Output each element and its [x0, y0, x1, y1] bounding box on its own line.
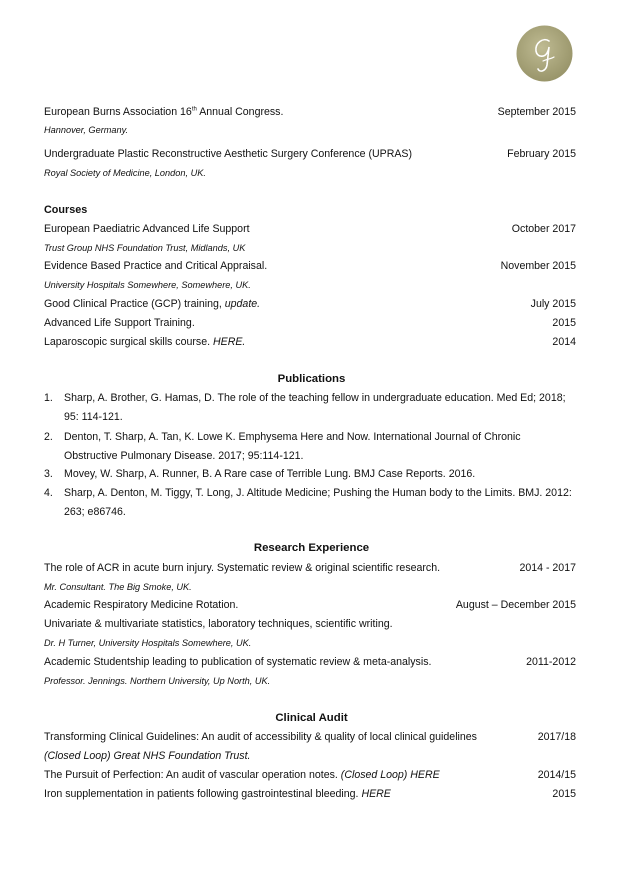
audit-row: [44, 767, 576, 783]
course-row: [44, 315, 576, 331]
research-title: Academic Respiratory Medicine Rotation.: [44, 599, 239, 611]
course-date: July 2015: [530, 298, 576, 310]
course-location: Trust Group NHS Foundation Trust, Midlands, UK: [44, 243, 246, 253]
audit-detail-row: [44, 748, 576, 764]
publication-text: Movey, W. Sharp, A. Runner, B. A Rare case of Terrible Lung. BMJ Case Reports. 2016.: [64, 468, 476, 480]
course-date: 2014: [552, 336, 576, 348]
conference-title: European Burns Association 16th Annual Congress.: [44, 106, 284, 118]
research-row: [44, 560, 576, 576]
section-heading-research: Research Experience: [253, 542, 370, 554]
monogram-logo: [516, 25, 573, 82]
audit-title: Iron supplementation in patients following gastrointestinal bleeding. HERE: [44, 788, 391, 800]
course-date: November 2015: [500, 260, 576, 272]
research-title: The role of ACR in acute burn injury. Systematic review & original scientific research.: [44, 562, 441, 574]
research-supervisor: Professor. Jennings. Northern University, Up North, UK.: [44, 676, 271, 686]
audit-date: 2015: [552, 788, 576, 800]
conference-location: Hannover, Germany.: [44, 125, 129, 135]
research-date: August – December 2015: [455, 599, 576, 611]
conference-location: Royal Society of Medicine, London, UK.: [44, 168, 206, 178]
course-row: [44, 221, 576, 237]
course-title: Good Clinical Practice (GCP) training, update.: [44, 298, 261, 310]
publication-text: Sharp, A. Brother, G. Hamas, D. The role of the teaching fellow in undergraduate education. Med Ed; 2018; 95: 114-121.: [64, 392, 566, 423]
publication-number: 4.: [44, 487, 53, 499]
section-heading-audit: Clinical Audit: [275, 712, 348, 724]
research-detail: Univariate & multivariate statistics, laboratory techniques, scientific writing.: [44, 618, 393, 630]
course-title: Advanced Life Support Training.: [44, 317, 195, 329]
course-row: [44, 296, 576, 312]
conference-title: Undergraduate Plastic Reconstructive Aesthetic Surgery Conference (UPRAS): [44, 148, 413, 160]
course-location: University Hospitals Somewhere, Somewhere, UK.: [44, 280, 251, 290]
research-supervisor: Mr. Consultant. The Big Smoke, UK.: [44, 582, 192, 592]
research-date: 2014 - 2017: [519, 562, 576, 574]
research-date: 2011-2012: [526, 656, 576, 668]
publication-number: 3.: [44, 468, 53, 480]
publication-text: Sharp, A. Denton, M. Tiggy, T. Long, J. Altitude Medicine; Pushing the Human body to the Limits. BMJ. 2012: 263; e86746.: [64, 487, 572, 518]
course-title: European Paediatric Advanced Life Support: [44, 223, 250, 235]
section-heading-courses: Courses: [44, 204, 88, 216]
research-row: [44, 654, 576, 670]
audit-row: [44, 729, 576, 745]
course-date: October 2017: [511, 223, 576, 235]
publication-number: 2.: [44, 431, 53, 443]
research-row: [44, 597, 576, 613]
research-detail-row: [44, 616, 576, 632]
course-date: 2015: [552, 317, 576, 329]
audit-date: 2017/18: [537, 731, 576, 743]
course-row: [44, 258, 576, 274]
research-title: Academic Studentship leading to publication of systematic review & meta-analysis.: [44, 656, 432, 668]
publication-text: Denton, T. Sharp, A. Tan, K. Lowe K. Emphysema Here and Now. International Journal of Chronic Obstructive Pulmonary Disease. 2017; 95:114-121.: [64, 431, 521, 462]
course-row: [44, 334, 576, 350]
audit-title: The Pursuit of Perfection: An audit of vascular operation notes. (Closed Loop) HERE: [44, 769, 440, 781]
conference-row: [44, 146, 576, 162]
course-title: Laparoscopic surgical skills course. HERE.: [44, 336, 246, 348]
conference-date: September 2015: [497, 106, 576, 118]
course-title: Evidence Based Practice and Critical Appraisal.: [44, 260, 268, 272]
audit-row: [44, 786, 576, 802]
conference-row: [44, 104, 576, 120]
audit-detail: (Closed Loop) Great NHS Foundation Trust.: [44, 750, 251, 762]
section-heading-publications: Publications: [277, 373, 346, 385]
audit-title: Transforming Clinical Guidelines: An audit of accessibility & quality of local clinical guidelines: [44, 731, 477, 743]
audit-date: 2014/15: [537, 769, 576, 781]
research-supervisor: Dr. H Turner, University Hospitals Somewhere, UK.: [44, 638, 252, 648]
publication-number: 1.: [44, 392, 53, 404]
conference-date: February 2015: [507, 148, 576, 160]
